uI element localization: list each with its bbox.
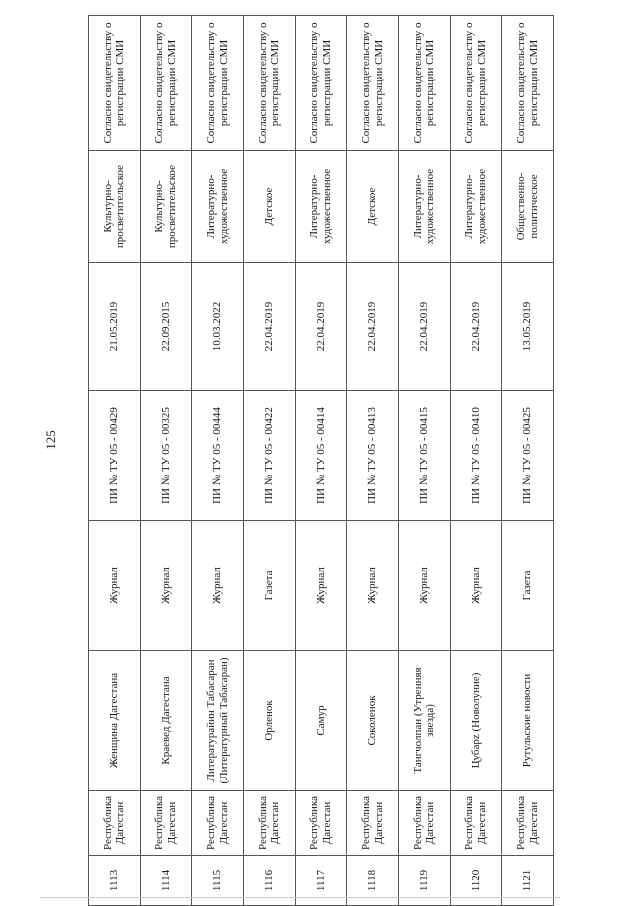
specialization-cell: Культурно-просветительское <box>89 151 141 263</box>
specialization-cell: Литературно-художественное <box>295 151 347 263</box>
scan-edge-line <box>40 897 560 898</box>
media-name-cell: Цубарz (Новолуние) <box>450 651 502 791</box>
license-number-cell: ПИ № ТУ 05 - 00410 <box>450 391 502 521</box>
specialization-cell: Детское <box>347 151 399 263</box>
specialization-cell: Детское <box>243 151 295 263</box>
media-name-cell: Тангчолпан (Утренняя звезда) <box>398 651 450 791</box>
row-number: 1116 <box>243 856 295 906</box>
region-cell: Республика Дагестан <box>398 791 450 856</box>
table-row <box>450 16 502 906</box>
registration-date-cell: 22.04.2019 <box>450 263 502 391</box>
specialization-cell: Литературно-художественное <box>398 151 450 263</box>
media-type-cell: Журнал <box>140 521 192 651</box>
region-cell: Республика Дагестан <box>243 791 295 856</box>
note-cell: Согласно свидетельству о регистрации СМИ <box>347 16 399 151</box>
media-name-cell: Женщина Дагестана <box>89 651 141 791</box>
row-number: 1119 <box>398 856 450 906</box>
region-cell: Республика Дагестан <box>347 791 399 856</box>
row-number: 1114 <box>140 856 192 906</box>
media-type-cell: Журнал <box>398 521 450 651</box>
media-type-cell: Журнал <box>192 521 244 651</box>
specialization-cell: Литературно-художественное <box>450 151 502 263</box>
license-number-cell: ПИ № ТУ 05 - 00413 <box>347 391 399 521</box>
license-number-cell: ПИ № ТУ 05 - 00422 <box>243 391 295 521</box>
media-name-cell: Литературайин Табасаран (Литературный Табасаран) <box>192 651 244 791</box>
media-type-cell: Журнал <box>450 521 502 651</box>
rotated-table-wrapper <box>88 16 554 906</box>
license-number-cell: ПИ № ТУ 05 - 00325 <box>140 391 192 521</box>
license-number-cell: ПИ № ТУ 05 - 00429 <box>89 391 141 521</box>
region-cell: Республика Дагестан <box>89 791 141 856</box>
row-number: 1115 <box>192 856 244 906</box>
row-number: 1113 <box>89 856 141 906</box>
media-name-cell: Соколенок <box>347 651 399 791</box>
table-row <box>192 16 244 906</box>
note-cell: Согласно свидетельству о регистрации СМИ <box>89 16 141 151</box>
note-cell: Согласно свидетельству о регистрации СМИ <box>450 16 502 151</box>
table-row <box>295 16 347 906</box>
note-cell: Согласно свидетельству о регистрации СМИ <box>243 16 295 151</box>
license-number-cell: ПИ № ТУ 05 - 00414 <box>295 391 347 521</box>
region-cell: Республика Дагестан <box>450 791 502 856</box>
table-row <box>347 16 399 906</box>
license-number-cell: ПИ № ТУ 05 - 00425 <box>502 391 554 521</box>
registration-date-cell: 22.04.2019 <box>243 263 295 391</box>
page-number: 125 <box>43 430 58 450</box>
registration-date-cell: 22.09.2015 <box>140 263 192 391</box>
table-row <box>398 16 450 906</box>
media-name-cell: Рутульские новости <box>502 651 554 791</box>
media-type-cell: Газета <box>502 521 554 651</box>
media-registry-table <box>88 15 554 906</box>
registration-date-cell: 13.05.2019 <box>502 263 554 391</box>
media-name-cell: Краевед Дагестана <box>140 651 192 791</box>
specialization-cell: Литературно-художественное <box>192 151 244 263</box>
row-number: 1117 <box>295 856 347 906</box>
note-cell: Согласно свидетельству о регистрации СМИ <box>295 16 347 151</box>
row-number: 1118 <box>347 856 399 906</box>
region-cell: Республика Дагестан <box>295 791 347 856</box>
table-row <box>89 16 141 906</box>
row-number: 1121 <box>502 856 554 906</box>
table-row <box>502 16 554 906</box>
registration-date-cell: 22.04.2019 <box>398 263 450 391</box>
registration-date-cell: 21.05.2019 <box>89 263 141 391</box>
table-row <box>140 16 192 906</box>
region-cell: Республика Дагестан <box>140 791 192 856</box>
note-cell: Согласно свидетельству о регистрации СМИ <box>502 16 554 151</box>
table-row <box>243 16 295 906</box>
note-cell: Согласно свидетельству о регистрации СМИ <box>192 16 244 151</box>
media-name-cell: Орленок <box>243 651 295 791</box>
registration-date-cell: 10.03.2022 <box>192 263 244 391</box>
specialization-cell: Общественно-политическое <box>502 151 554 263</box>
registration-date-cell: 22.04.2019 <box>347 263 399 391</box>
media-type-cell: Газета <box>243 521 295 651</box>
media-type-cell: Журнал <box>295 521 347 651</box>
media-type-cell: Журнал <box>347 521 399 651</box>
media-type-cell: Журнал <box>89 521 141 651</box>
specialization-cell: Культурно-просветительское <box>140 151 192 263</box>
note-cell: Согласно свидетельству о регистрации СМИ <box>398 16 450 151</box>
media-name-cell: Самур <box>295 651 347 791</box>
registration-date-cell: 22.04.2019 <box>295 263 347 391</box>
region-cell: Республика Дагестан <box>502 791 554 856</box>
note-cell: Согласно свидетельству о регистрации СМИ <box>140 16 192 151</box>
row-number: 1120 <box>450 856 502 906</box>
license-number-cell: ПИ № ТУ 05 - 00444 <box>192 391 244 521</box>
license-number-cell: ПИ № ТУ 05 - 00415 <box>398 391 450 521</box>
region-cell: Республика Дагестан <box>192 791 244 856</box>
